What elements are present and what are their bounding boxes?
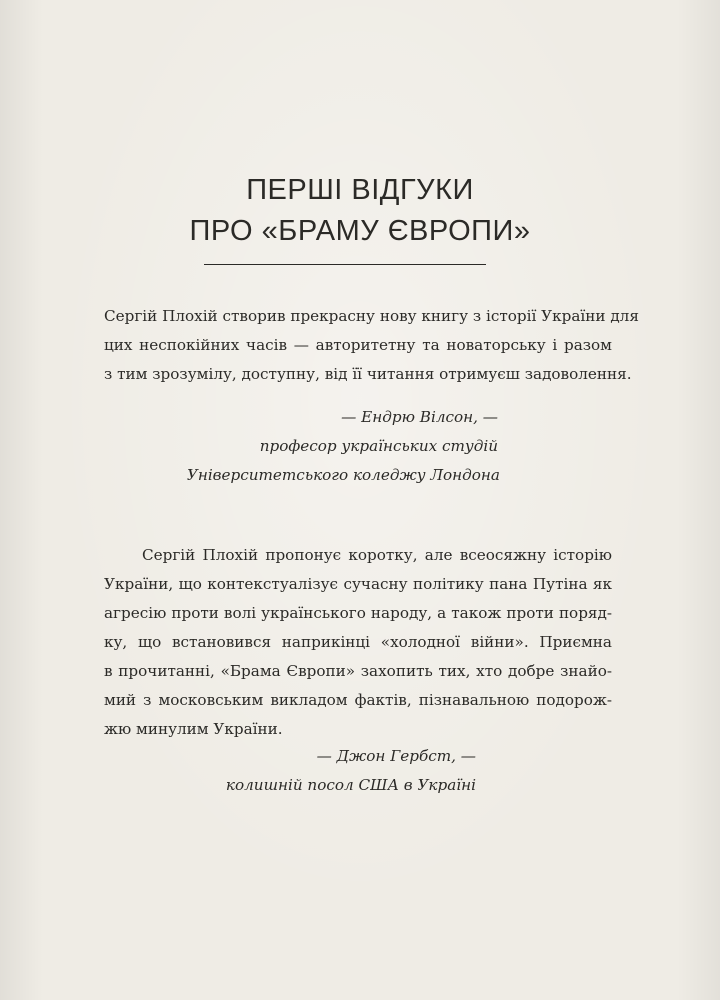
review-2-line-3: агресію проти волі українського народу, а також проти поряд- (104, 604, 612, 622)
review-1-line-2: цих неспокійних часів — авторитетну та новаторську і разом (104, 336, 612, 354)
review-2-line-2: України, що контекстуалізує сучасну політику пана Путіна як (104, 575, 612, 593)
title-line-2: ПРО «БРАМУ ЄВРОПИ» (189, 215, 531, 247)
review-1-line-1: Сергій Плохій створив прекрасну нову книгу з історії України для (104, 307, 639, 325)
review-1-role-1: професор українських студій (259, 437, 498, 455)
title-line-1: ПЕРШІ ВІДГУКИ (246, 174, 474, 206)
review-2-author: — Джон Гербст, — (316, 747, 476, 765)
review-2-line-7: жю минулим України. (104, 720, 283, 738)
review-2-line-6: мий з московським викладом фактів, пізнавальною подорож- (104, 691, 612, 709)
review-1-attribution (104, 403, 498, 490)
review-2-text (104, 541, 612, 744)
review-1-line-3: з тим зрозумілу, доступну, від її читання отримуєш задоволення. (104, 365, 632, 383)
review-2-attribution (104, 742, 476, 800)
review-1-author: — Ендрю Вілсон, — (341, 408, 498, 426)
page-title (0, 170, 720, 252)
review-2-line-4: ку, що встановився наприкінці «холодної війни». Приємна (104, 633, 612, 651)
review-1-text (104, 302, 639, 389)
review-2-line-5: в прочитанні, «Брама Європи» захопить тих, хто добре знайо- (104, 662, 612, 680)
review-2-line-1: Сергій Плохій пропонує коротку, але всеосяжну історію (142, 546, 612, 564)
review-2-role-1: колишній посол США в Україні (225, 776, 476, 794)
review-1-role-2: Університетського коледжу Лондона (186, 466, 500, 484)
title-divider (204, 264, 486, 265)
